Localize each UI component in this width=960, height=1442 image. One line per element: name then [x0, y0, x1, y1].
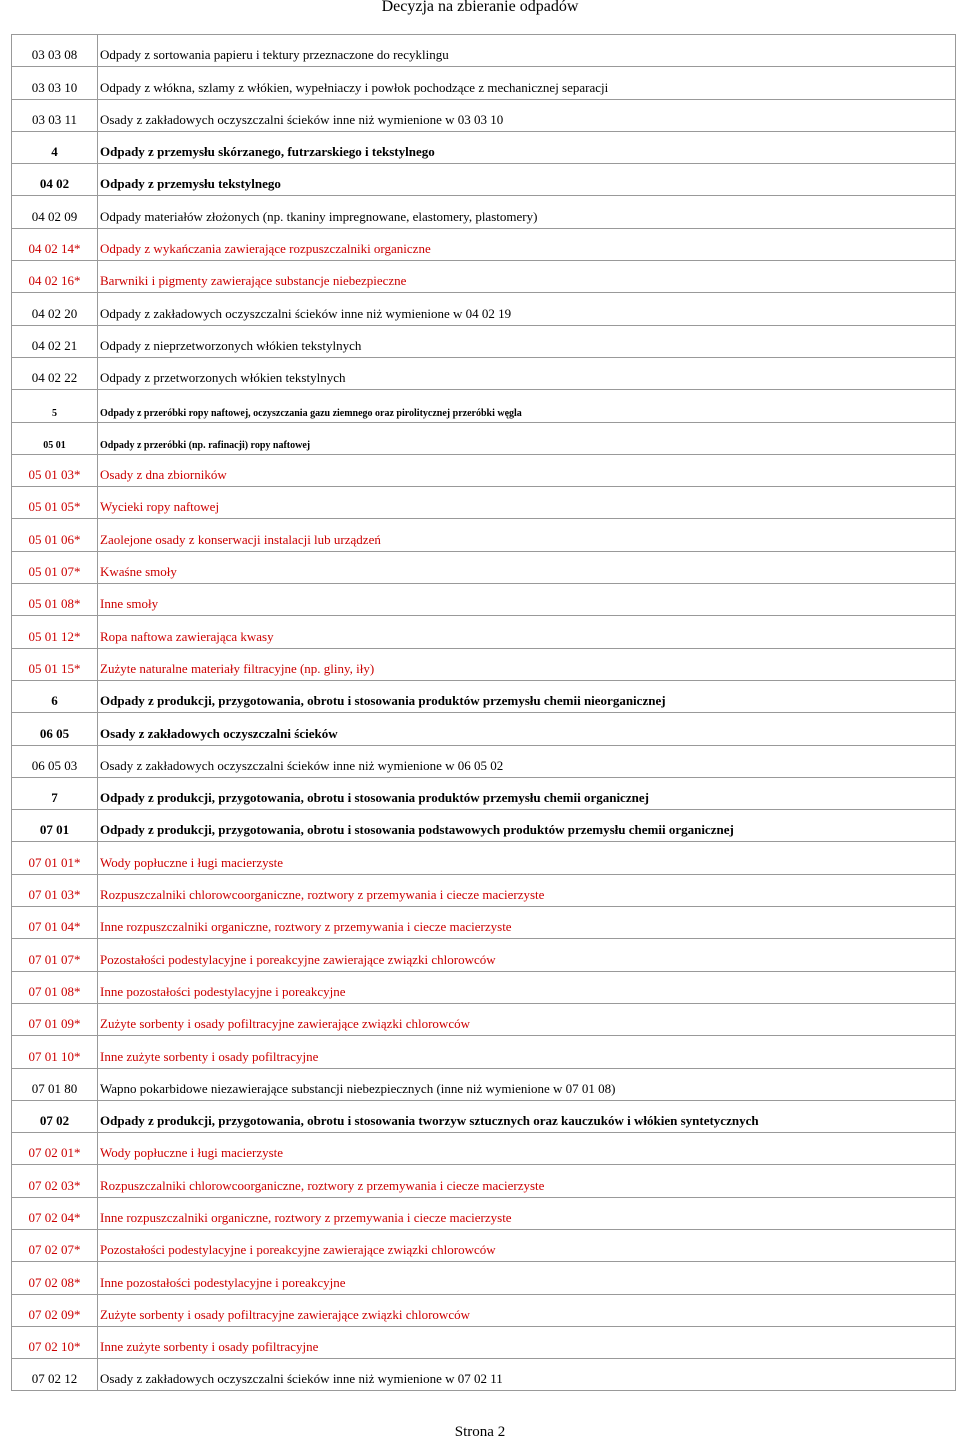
table-row	[12, 1294, 956, 1326]
table-row	[12, 680, 956, 712]
waste-code-cell: 05 01 06*	[12, 519, 98, 551]
waste-code-cell: 07 02	[12, 1100, 98, 1132]
table-row	[12, 745, 956, 777]
waste-description-cell: Rozpuszczalniki chlorowcoorganiczne, roztwory z przemywania i ciecze macierzyste	[98, 1165, 956, 1197]
table-row	[12, 357, 956, 389]
waste-code-cell: 07 01 10*	[12, 1036, 98, 1068]
waste-description-cell: Odpady z sortowania papieru i tektury przeznaczone do recyklingu	[98, 35, 956, 67]
table-row	[12, 1133, 956, 1165]
waste-code-cell: 07 01	[12, 810, 98, 842]
table-row	[12, 842, 956, 874]
waste-description-cell: Odpady z przeróbki (np. rafinacji) ropy naftowej	[98, 422, 956, 454]
waste-description-cell: Osady z zakładowych oczyszczalni ścieków inne niż wymienione w 07 02 11	[98, 1359, 956, 1391]
waste-description-cell: Odpady z przemysłu skórzanego, futrzarskiego i tekstylnego	[98, 131, 956, 163]
waste-code-cell: 5	[12, 390, 98, 422]
waste-code-cell: 04 02 21	[12, 325, 98, 357]
waste-code-cell: 07 01 03*	[12, 874, 98, 906]
table-row	[12, 35, 956, 67]
table-row	[12, 1036, 956, 1068]
page-number: Strona 2	[454, 1424, 506, 1440]
table-row	[12, 228, 956, 260]
waste-description-cell: Odpady z przetworzonych włókien tekstylnych	[98, 357, 956, 389]
waste-code-cell: 06 05	[12, 713, 98, 745]
table-row	[12, 874, 956, 906]
table-row	[12, 293, 956, 325]
table-row	[12, 1165, 956, 1197]
waste-description-cell: Barwniki i pigmenty zawierające substancje niebezpieczne	[98, 261, 956, 293]
table-row	[12, 810, 956, 842]
waste-code-cell: 07 01 04*	[12, 907, 98, 939]
waste-description-cell: Inne zużyte sorbenty i osady pofiltracyjne	[98, 1326, 956, 1358]
waste-description-cell: Wody popłuczne i ługi macierzyste	[98, 1133, 956, 1165]
waste-description-cell: Inne pozostałości podestylacyjne i poreakcyjne	[98, 1262, 956, 1294]
table-row	[12, 1359, 956, 1391]
waste-code-cell: 07 02 01*	[12, 1133, 98, 1165]
waste-code-cell: 07 01 08*	[12, 971, 98, 1003]
waste-description-cell: Odpady z włókna, szlamy z włókien, wypełniaczy i powłok pochodzące z mechanicznej separacji	[98, 67, 956, 99]
waste-description-cell: Inne rozpuszczalniki organiczne, roztwory z przemywania i ciecze macierzyste	[98, 907, 956, 939]
table-row	[12, 1326, 956, 1358]
table-row	[12, 939, 956, 971]
waste-description-cell: Kwaśne smoły	[98, 551, 956, 583]
waste-code-cell: 07 01 09*	[12, 1003, 98, 1035]
table-row	[12, 1262, 956, 1294]
waste-description-cell: Osady z zakładowych oczyszczalni ścieków inne niż wymienione w 03 03 10	[98, 99, 956, 131]
waste-description-cell: Osady z zakładowych oczyszczalni ścieków	[98, 713, 956, 745]
table-row	[12, 454, 956, 486]
table-row	[12, 1100, 956, 1132]
waste-description-cell: Odpady z przeróbki ropy naftowej, oczyszczania gazu ziemnego oraz pirolitycznej przeróbki węgla	[98, 390, 956, 422]
waste-code-cell: 04 02 09	[12, 196, 98, 228]
table-row	[12, 99, 956, 131]
waste-code-cell: 05 01 12*	[12, 616, 98, 648]
waste-code-cell: 05 01 15*	[12, 648, 98, 680]
waste-description-cell: Ropa naftowa zawierająca kwasy	[98, 616, 956, 648]
waste-code-cell: 03 03 08	[12, 35, 98, 67]
waste-code-cell: 07 02 08*	[12, 1262, 98, 1294]
waste-code-cell: 04 02 14*	[12, 228, 98, 260]
waste-code-cell: 05 01 08*	[12, 584, 98, 616]
waste-description-cell: Osady z zakładowych oczyszczalni ścieków inne niż wymienione w 06 05 02	[98, 745, 956, 777]
waste-description-cell: Pozostałości podestylacyjne i poreakcyjne zawierające związki chlorowców	[98, 939, 956, 971]
waste-code-cell: 04 02	[12, 164, 98, 196]
waste-description-cell: Odpady z produkcji, przygotowania, obrotu i stosowania tworzyw sztucznych oraz kauczuków i włókien syntetycznych	[98, 1100, 956, 1132]
waste-description-cell: Zużyte sorbenty i osady pofiltracyjne zawierające związki chlorowców	[98, 1003, 956, 1035]
waste-description-cell: Wody popłuczne i ługi macierzyste	[98, 842, 956, 874]
waste-description-cell: Odpady materiałów złożonych (np. tkaniny impregnowane, elastomery, plastomery)	[98, 196, 956, 228]
waste-description-cell: Osady z dna zbiorników	[98, 454, 956, 486]
waste-description-cell: Odpady z przemysłu tekstylnego	[98, 164, 956, 196]
waste-description-cell: Odpady z zakładowych oczyszczalni ścieków inne niż wymienione w 04 02 19	[98, 293, 956, 325]
waste-description-cell: Rozpuszczalniki chlorowcoorganiczne, roztwory z przemywania i ciecze macierzyste	[98, 874, 956, 906]
waste-description-cell: Inne smoły	[98, 584, 956, 616]
waste-code-cell: 07 02 03*	[12, 1165, 98, 1197]
page-header-title: Decyzja na zbieranie odpadów	[381, 0, 579, 15]
table-row	[12, 551, 956, 583]
waste-code-cell: 07 02 10*	[12, 1326, 98, 1358]
waste-code-cell: 06 05 03	[12, 745, 98, 777]
waste-description-cell: Odpady z nieprzetworzonych włókien tekstylnych	[98, 325, 956, 357]
table-row	[12, 196, 956, 228]
table-row	[12, 713, 956, 745]
waste-code-cell: 03 03 11	[12, 99, 98, 131]
table-row	[12, 261, 956, 293]
table-row	[12, 777, 956, 809]
waste-code-cell: 4	[12, 131, 98, 163]
table-row	[12, 907, 956, 939]
table-row	[12, 67, 956, 99]
table-row	[12, 131, 956, 163]
table-row	[12, 1003, 956, 1035]
waste-description-cell: Odpady z wykańczania zawierające rozpuszczalniki organiczne	[98, 228, 956, 260]
waste-code-cell: 04 02 16*	[12, 261, 98, 293]
waste-description-cell: Zużyte naturalne materiały filtracyjne (np. gliny, iły)	[98, 648, 956, 680]
waste-code-cell: 05 01 03*	[12, 454, 98, 486]
waste-code-cell: 07 01 07*	[12, 939, 98, 971]
waste-description-cell: Odpady z produkcji, przygotowania, obrotu i stosowania podstawowych produktów przemysłu chemii organicznej	[98, 810, 956, 842]
waste-description-cell: Wapno pokarbidowe niezawierające substancji niebezpiecznych (inne niż wymienione w 07 01 08)	[98, 1068, 956, 1100]
table-row	[12, 616, 956, 648]
waste-code-cell: 6	[12, 680, 98, 712]
waste-description-cell: Wycieki ropy naftowej	[98, 487, 956, 519]
waste-code-cell: 04 02 20	[12, 293, 98, 325]
table-row	[12, 487, 956, 519]
waste-code-cell: 04 02 22	[12, 357, 98, 389]
waste-code-cell: 07 02 12	[12, 1359, 98, 1391]
table-row	[12, 519, 956, 551]
table-row	[12, 648, 956, 680]
waste-code-table	[11, 34, 956, 1391]
waste-description-cell: Zużyte sorbenty i osady pofiltracyjne zawierające związki chlorowców	[98, 1294, 956, 1326]
table-row	[12, 325, 956, 357]
waste-code-cell: 07 01 80	[12, 1068, 98, 1100]
waste-code-cell: 07 01 01*	[12, 842, 98, 874]
waste-code-cell: 05 01	[12, 422, 98, 454]
waste-code-cell: 07 02 07*	[12, 1229, 98, 1261]
table-row	[12, 1068, 956, 1100]
waste-code-cell: 7	[12, 777, 98, 809]
waste-description-cell: Pozostałości podestylacyjne i poreakcyjne zawierające związki chlorowców	[98, 1229, 956, 1261]
waste-description-cell: Inne zużyte sorbenty i osady pofiltracyjne	[98, 1036, 956, 1068]
waste-description-cell: Inne rozpuszczalniki organiczne, roztwory z przemywania i ciecze macierzyste	[98, 1197, 956, 1229]
table-row	[12, 584, 956, 616]
waste-description-cell: Odpady z produkcji, przygotowania, obrotu i stosowania produktów przemysłu chemii nieorganicznej	[98, 680, 956, 712]
table-row	[12, 422, 956, 454]
waste-code-cell: 07 02 09*	[12, 1294, 98, 1326]
waste-code-cell: 07 02 04*	[12, 1197, 98, 1229]
waste-code-cell: 05 01 07*	[12, 551, 98, 583]
table-row	[12, 971, 956, 1003]
waste-description-cell: Inne pozostałości podestylacyjne i poreakcyjne	[98, 971, 956, 1003]
waste-description-cell: Odpady z produkcji, przygotowania, obrotu i stosowania produktów przemysłu chemii organicznej	[98, 777, 956, 809]
table-row	[12, 1197, 956, 1229]
table-row	[12, 390, 956, 422]
waste-code-cell: 03 03 10	[12, 67, 98, 99]
waste-description-cell: Zaolejone osady z konserwacji instalacji lub urządzeń	[98, 519, 956, 551]
table-row	[12, 164, 956, 196]
table-row	[12, 1229, 956, 1261]
waste-code-cell: 05 01 05*	[12, 487, 98, 519]
